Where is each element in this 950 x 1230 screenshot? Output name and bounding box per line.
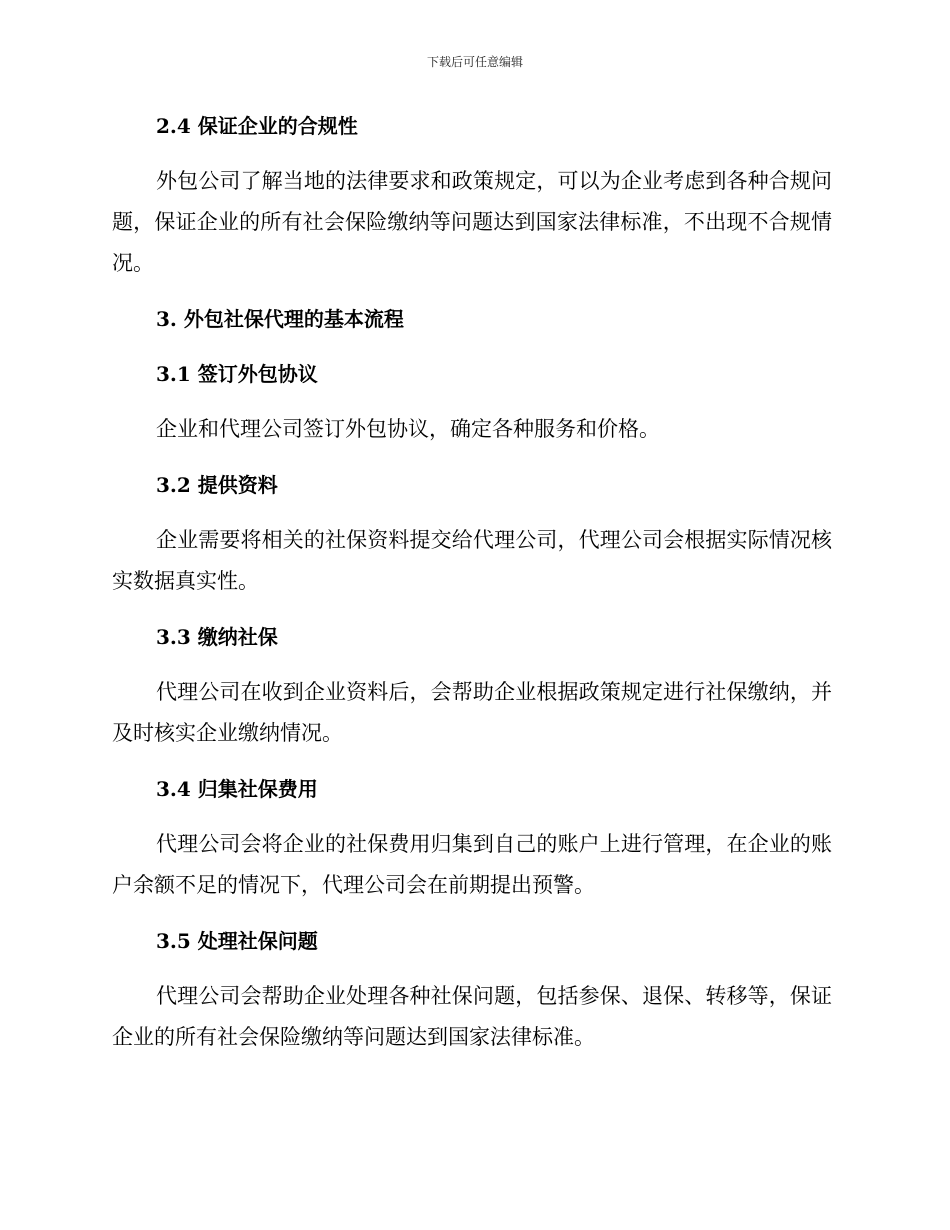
section-heading-2-4: 2.4 保证企业的合规性 xyxy=(156,114,358,138)
paragraph-agreement: 企业和代理公司签订外包协议，确定各种服务和价格。 xyxy=(156,417,660,441)
section-heading-3-1: 3.1 签订外包协议 xyxy=(156,362,318,386)
paragraph-materials: 企业需要将相关的社保资料提交给代理公司，代理公司会根据实际情况核实数据真实性。 xyxy=(112,528,832,593)
paragraph-compliance: 外包公司了解当地的法律要求和政策规定，可以为企业考虑到各种合规问题，保证企业的所有社会保险缴纳等问题达到国家法律标准，不出现不合规情况。 xyxy=(112,169,832,275)
section-heading-3-2: 3.2 提供资料 xyxy=(156,473,278,497)
paragraph-issues: 代理公司会帮助企业处理各种社保问题，包括参保、退保、转移等，保证企业的所有社会保险缴纳等问题达到国家法律标准。 xyxy=(112,984,832,1049)
document-body xyxy=(112,106,832,1073)
section-heading-3-4: 3.4 归集社保费用 xyxy=(156,777,318,801)
page-header: 下载后可任意编辑 xyxy=(426,55,523,69)
paragraph-payment: 代理公司在收到企业资料后，会帮助企业根据政策规定进行社保缴纳，并及时核实企业缴纳情况。 xyxy=(112,680,832,745)
paragraph-fees: 代理公司会将企业的社保费用归集到自己的账户上进行管理，在企业的账户余额不足的情况下，代理公司会在前期提出预警。 xyxy=(112,832,832,897)
section-heading-3: 3. 外包社保代理的基本流程 xyxy=(156,307,404,331)
section-heading-3-3: 3.3 缴纳社保 xyxy=(156,625,278,649)
section-heading-3-5: 3.5 处理社保问题 xyxy=(156,929,318,953)
